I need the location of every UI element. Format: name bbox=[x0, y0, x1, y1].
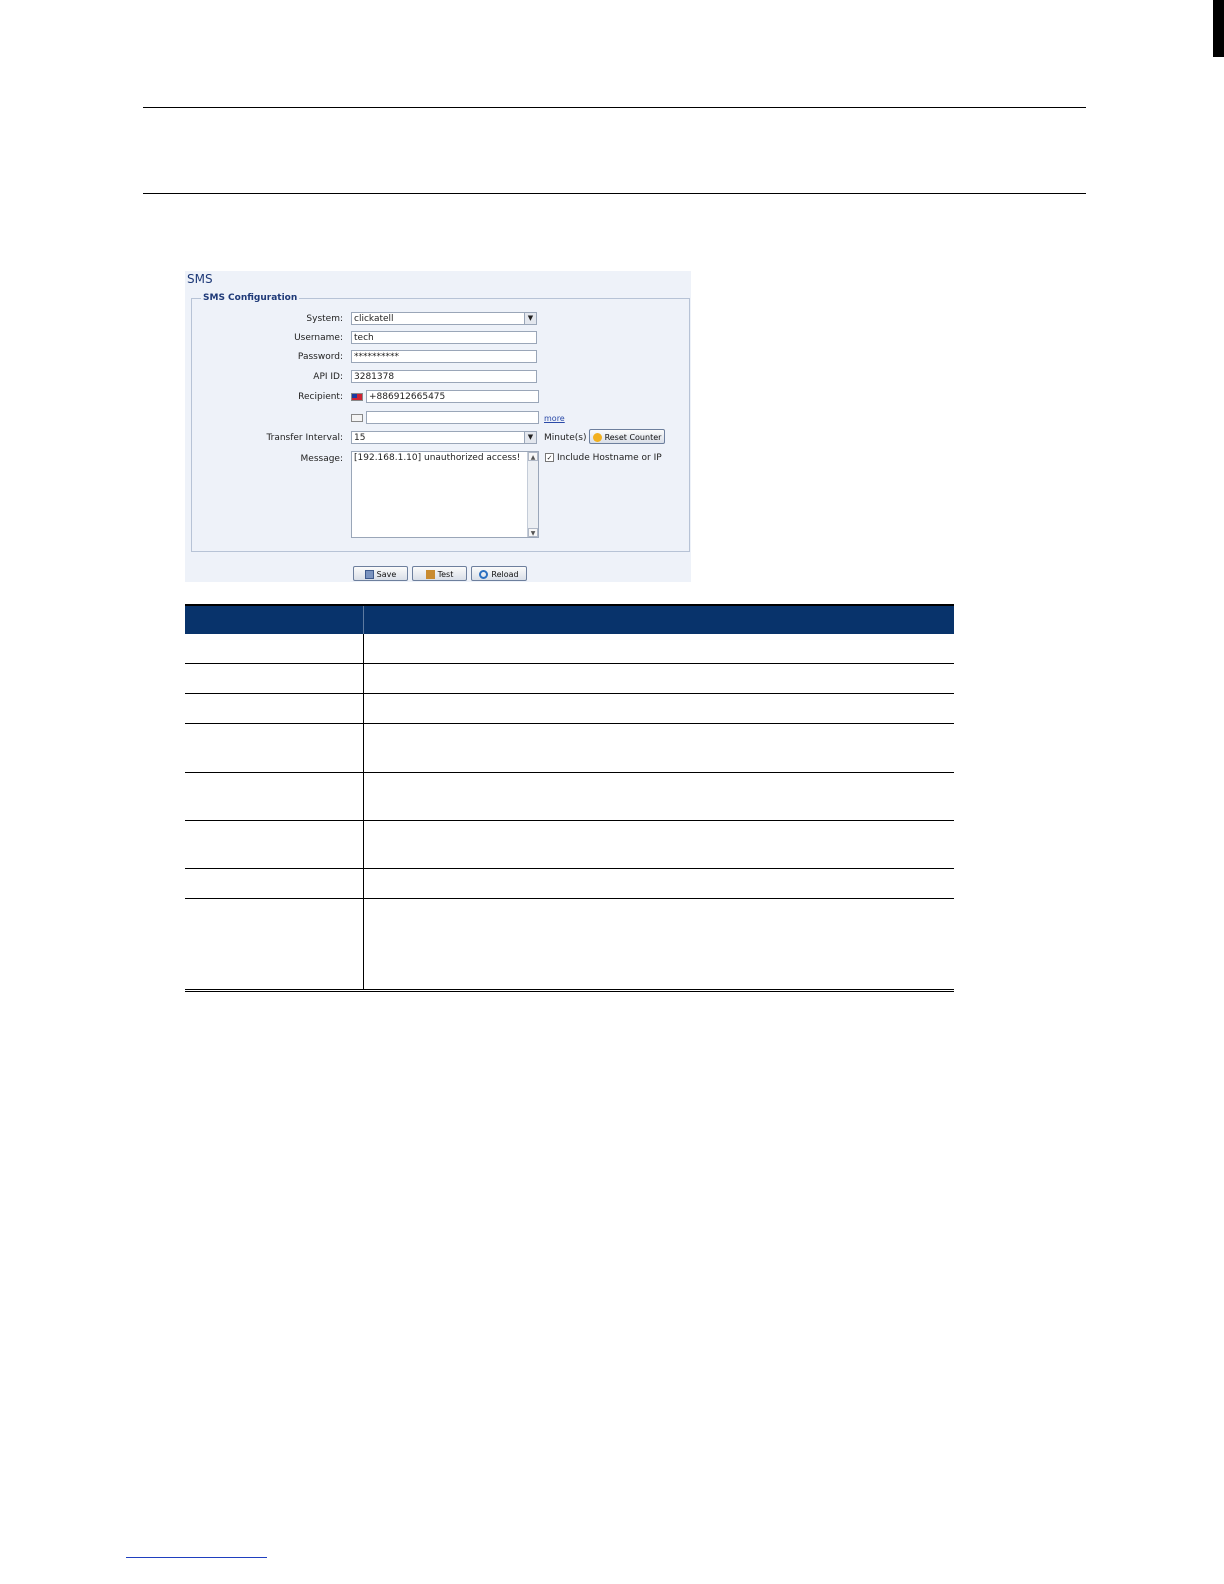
api-id-label: API ID: bbox=[313, 372, 343, 382]
header-rule-bottom bbox=[143, 193, 1086, 194]
scroll-up-icon[interactable]: ▲ bbox=[528, 452, 538, 461]
password-field[interactable]: ********** bbox=[351, 350, 537, 363]
transfer-interval-value: 15 bbox=[354, 433, 366, 443]
recipient-label: Recipient: bbox=[298, 392, 343, 402]
interval-unit: Minute(s) bbox=[544, 433, 587, 443]
save-icon bbox=[365, 570, 374, 579]
scroll-down-icon[interactable]: ▼ bbox=[528, 528, 538, 537]
recipient-field-2[interactable] bbox=[366, 411, 539, 424]
table-row bbox=[185, 821, 954, 869]
table-row bbox=[185, 869, 954, 899]
include-hostname-label: Include Hostname or IP bbox=[557, 453, 662, 463]
test-icon bbox=[426, 570, 435, 579]
empty-flag-icon[interactable] bbox=[351, 414, 363, 422]
reset-counter-button[interactable] bbox=[589, 429, 665, 444]
save-button[interactable] bbox=[353, 566, 408, 581]
table-row bbox=[185, 634, 954, 664]
username-label: Username: bbox=[294, 333, 343, 343]
system-select[interactable] bbox=[351, 312, 537, 325]
table-row bbox=[185, 724, 954, 773]
section-title: SMS Configuration bbox=[203, 293, 298, 303]
test-button[interactable] bbox=[412, 566, 467, 581]
table-row bbox=[185, 773, 954, 821]
reset-icon bbox=[593, 433, 602, 442]
save-label: Save bbox=[376, 570, 397, 579]
table-row bbox=[185, 899, 954, 992]
password-label: Password: bbox=[297, 352, 343, 362]
header-rule-top bbox=[143, 107, 1086, 108]
message-scrollbar[interactable] bbox=[527, 452, 538, 537]
system-label: System: bbox=[306, 314, 343, 324]
sms-panel bbox=[185, 271, 691, 582]
reload-button[interactable] bbox=[471, 566, 527, 581]
footer-link-underline bbox=[126, 1557, 267, 1558]
api-id-field[interactable]: 3281378 bbox=[351, 370, 537, 383]
table-row bbox=[185, 694, 954, 724]
include-hostname-checkbox[interactable]: ✓ bbox=[546, 454, 553, 462]
message-textarea[interactable] bbox=[351, 451, 539, 538]
chevron-down-icon[interactable]: ▼ bbox=[524, 432, 536, 443]
message-value: [192.168.1.10] unauthorized access! bbox=[354, 453, 521, 463]
reset-counter-label: Reset Counter bbox=[604, 433, 662, 442]
recipient-field[interactable]: +886912665475 bbox=[366, 390, 539, 403]
more-link[interactable]: more bbox=[544, 414, 565, 423]
transfer-interval-label: Transfer Interval: bbox=[266, 433, 343, 443]
reload-label: Reload bbox=[491, 570, 519, 579]
table-row bbox=[185, 664, 954, 694]
flag-icon[interactable] bbox=[351, 393, 363, 401]
message-label: Message: bbox=[300, 454, 343, 464]
page-edge-tab bbox=[1213, 0, 1224, 57]
reload-icon bbox=[479, 570, 488, 579]
panel-title: SMS bbox=[187, 272, 213, 286]
chevron-down-icon[interactable]: ▼ bbox=[524, 313, 536, 324]
test-label: Test bbox=[437, 570, 454, 579]
system-value: clickatell bbox=[354, 314, 394, 324]
transfer-interval-select[interactable] bbox=[351, 431, 537, 444]
table-header bbox=[185, 604, 954, 634]
username-field[interactable]: tech bbox=[351, 331, 537, 344]
